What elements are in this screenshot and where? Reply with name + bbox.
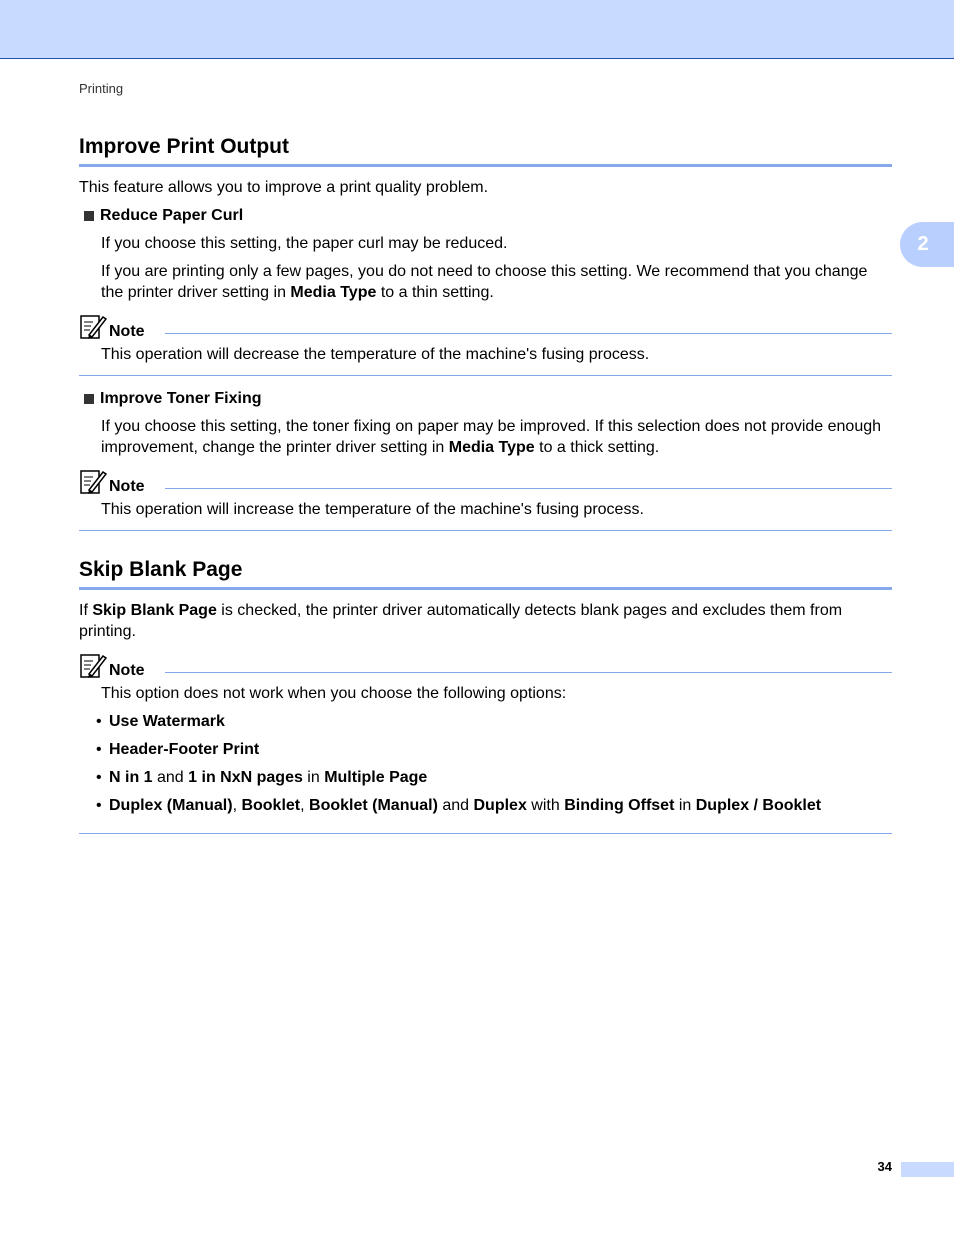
section-intro: This feature allows you to improve a print quality problem.	[79, 179, 489, 196]
text-run: If you are printing only a few pages, you do not need to choose this setting. We recommend that you change the printer driver setting in	[101, 263, 868, 301]
text-run: ,	[300, 797, 310, 814]
page-number: 34	[877, 1159, 892, 1174]
bold-term-media-type: Media Type	[290, 284, 377, 301]
feature-paragraph	[79, 261, 892, 303]
note-box	[79, 313, 892, 376]
text-run: in	[302, 769, 325, 786]
list-item	[109, 711, 892, 732]
feature-title-text: Reduce Paper Curl	[100, 207, 244, 224]
option-name: Duplex (Manual)	[109, 797, 233, 814]
note-label: Note	[109, 662, 145, 679]
section-title-skip-blank-page: Skip Blank Page	[79, 553, 892, 590]
list-item	[109, 767, 892, 788]
note-label: Note	[109, 478, 145, 495]
footer-band	[901, 1162, 954, 1177]
feature-paragraph	[79, 416, 892, 458]
section-title-improve-print-output: Improve Print Output	[79, 130, 892, 167]
text-run: is checked, the printer driver automatically detects blank pages and excludes them from printing.	[79, 602, 843, 640]
option-name: Booklet	[241, 797, 301, 814]
chapter-tab	[900, 222, 954, 267]
text-run: in	[674, 797, 696, 814]
text-run: to a thick setting.	[534, 439, 660, 456]
list-item	[109, 795, 892, 816]
feature-paragraph: If you choose this setting, the paper curl may be reduced.	[101, 235, 508, 252]
chapter-number: 2	[917, 233, 929, 255]
option-name: Use Watermark	[109, 713, 225, 730]
option-name: Binding Offset	[564, 797, 675, 814]
note-header	[79, 468, 892, 496]
note-label: Note	[109, 323, 145, 340]
note-rule	[165, 672, 892, 673]
list-item	[109, 739, 892, 760]
page-content	[79, 130, 892, 834]
note-text: This option does not work when you choose the following options:	[101, 685, 567, 702]
note-header	[79, 652, 892, 680]
note-pencil-icon	[79, 313, 107, 341]
feature-title-text: Improve Toner Fixing	[100, 390, 262, 407]
feature-title-reduce-paper-curl	[79, 205, 892, 226]
bold-term-skip-blank-page: Skip Blank Page	[92, 602, 217, 619]
option-name: N in 1	[109, 769, 153, 786]
running-head: Printing	[79, 81, 124, 96]
section-paragraph	[79, 600, 892, 642]
note-rule	[165, 488, 892, 489]
options-list	[79, 711, 892, 816]
note-box	[79, 652, 892, 834]
option-name: 1 in NxN pages	[188, 769, 303, 786]
note-text: This operation will increase the temperature of the machine's fusing process.	[101, 501, 644, 518]
text-run: and	[437, 797, 474, 814]
text-run: If	[79, 602, 93, 619]
option-name: Duplex	[473, 797, 527, 814]
header-band	[0, 0, 954, 59]
option-name: Duplex / Booklet	[695, 797, 822, 814]
note-header	[79, 313, 892, 341]
option-name: Multiple Page	[324, 769, 428, 786]
note-pencil-icon	[79, 468, 107, 496]
text-run: to a thin setting.	[376, 284, 494, 301]
text-run: with	[526, 797, 565, 814]
note-rule	[165, 333, 892, 334]
option-name: Header-Footer Print	[109, 741, 260, 758]
note-box	[79, 468, 892, 531]
bold-term-media-type: Media Type	[448, 439, 535, 456]
square-bullet-icon	[84, 394, 94, 404]
note-pencil-icon	[79, 652, 107, 680]
square-bullet-icon	[84, 211, 94, 221]
text-run: and	[152, 769, 189, 786]
option-name: Booklet (Manual)	[309, 797, 438, 814]
text-run: If you choose this setting, the toner fixing on paper may be improved. If this selection does not provide enough improvement, change the printer driver setting in	[101, 418, 882, 456]
text-run: ,	[232, 797, 242, 814]
note-text: This operation will decrease the temperature of the machine's fusing process.	[101, 346, 650, 363]
feature-title-improve-toner-fixing	[79, 388, 892, 409]
